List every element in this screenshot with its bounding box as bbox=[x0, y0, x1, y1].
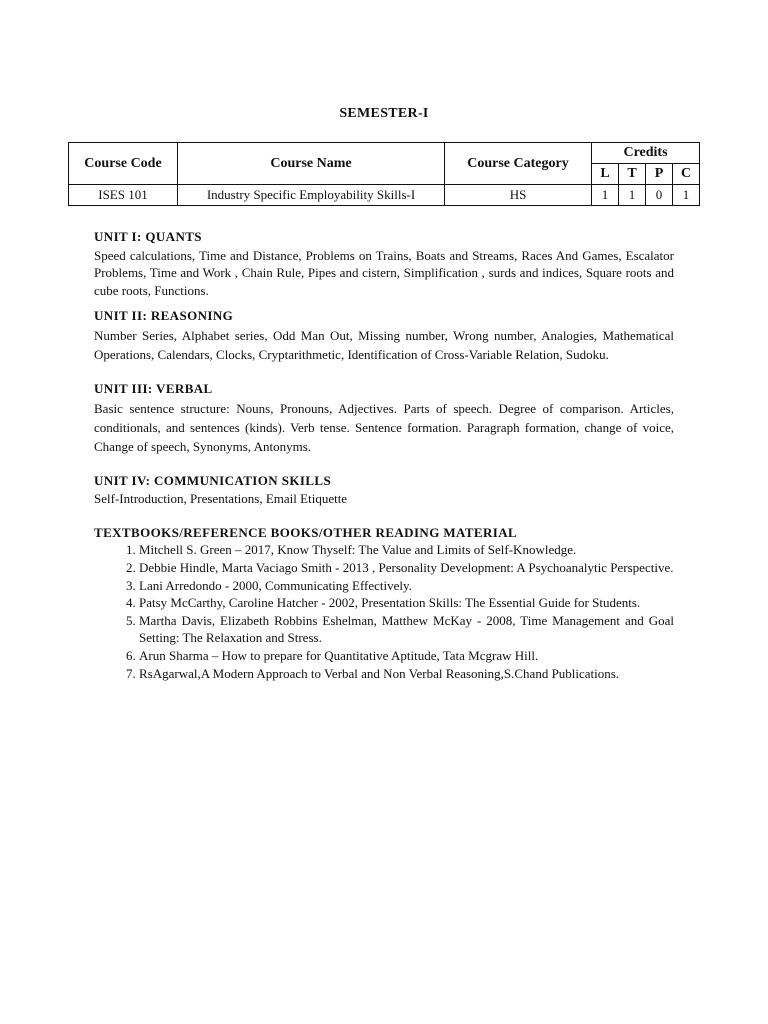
references-heading: TEXTBOOKS/REFERENCE BOOKS/OTHER READING MATERIAL bbox=[94, 524, 518, 540]
cell-c: 1 bbox=[673, 185, 700, 206]
cell-course-name: Industry Specific Employability Skills-I bbox=[178, 185, 445, 206]
table-header-row bbox=[69, 143, 700, 164]
header-course-code: Course Code bbox=[69, 143, 178, 185]
references-list bbox=[94, 541, 674, 682]
references-section bbox=[94, 524, 674, 682]
reference-item: 2. Debbie Hindle, Marta Vaciago Smith - 2013 , Personality Development: A Psychoanalytic Perspective. bbox=[139, 559, 674, 577]
header-course-category: Course Category bbox=[445, 143, 592, 185]
unit-section bbox=[94, 307, 674, 364]
unit-heading: UNIT IV: COMMUNICATION SKILLS bbox=[94, 472, 332, 488]
unit-section bbox=[94, 472, 674, 508]
reference-item: 4. Patsy McCarthy, Caroline Hatcher - 2002, Presentation Skills: The Essential Guide for Students. bbox=[139, 594, 674, 612]
unit-text: Basic sentence structure: Nouns, Pronouns, Adjectives. Parts of speech. Degree of comparison. Articles, conditionals, and sentences (kinds). Verb tense. Sentence formation. Paragraph formation, change of voice, Change of speech, Synonyms, Antonyms. bbox=[94, 400, 674, 454]
unit-heading: UNIT III: VERBAL bbox=[94, 380, 213, 396]
cell-course-code: ISES 101 bbox=[69, 185, 178, 206]
header-p: P bbox=[646, 164, 673, 185]
header-c: C bbox=[673, 164, 700, 185]
table-row bbox=[69, 185, 700, 206]
header-t: T bbox=[619, 164, 646, 185]
cell-p: 0 bbox=[646, 185, 673, 206]
unit-section bbox=[94, 380, 674, 456]
unit-section bbox=[94, 228, 674, 299]
page-title: SEMESTER-I bbox=[339, 106, 429, 121]
reference-item: 6. Arun Sharma – How to prepare for Quantitative Aptitude, Tata Mcgraw Hill. bbox=[139, 647, 674, 665]
course-table bbox=[68, 142, 700, 206]
reference-item: 1. Mitchell S. Green – 2017, Know Thyself: The Value and Limits of Self-Knowledge. bbox=[139, 541, 674, 559]
syllabus-content bbox=[94, 228, 674, 682]
header-l: L bbox=[592, 164, 619, 185]
header-course-name: Course Name bbox=[178, 143, 445, 185]
reference-item: 3. Lani Arredondo - 2000, Communicating Effectively. bbox=[139, 577, 674, 595]
header-credits: Credits bbox=[592, 143, 700, 164]
cell-t: 1 bbox=[619, 185, 646, 206]
reference-item: 7. RsAgarwal,A Modern Approach to Verbal and Non Verbal Reasoning,S.Chand Publications. bbox=[139, 665, 674, 683]
unit-text: Self-Introduction, Presentations, Email Etiquette bbox=[94, 491, 348, 507]
unit-heading: UNIT II: REASONING bbox=[94, 308, 234, 324]
unit-text: Number Series, Alphabet series, Odd Man Out, Missing number, Wrong number, Analogies, Mathematical Operations, Calendars, Clocks, Cryptarithmetic, Identification of Cross-Variable Relation, Sudoku. bbox=[94, 327, 674, 362]
cell-l: 1 bbox=[592, 185, 619, 206]
unit-text: Speed calculations, Time and Distance, Problems on Trains, Boats and Streams, Races And Games, Escalator Problems, Time and Work , Chain Rule, Pipes and cistern, Simplification , surds and indices, Square roots and cube roots, Functions. bbox=[94, 247, 674, 298]
cell-course-category: HS bbox=[445, 185, 592, 206]
reference-item: 5. Martha Davis, Elizabeth Robbins Eshelman, Matthew McKay - 2008, Time Management and Goal Setting: The Relaxation and Stress. bbox=[139, 612, 674, 647]
unit-heading: UNIT I: QUANTS bbox=[94, 229, 202, 244]
